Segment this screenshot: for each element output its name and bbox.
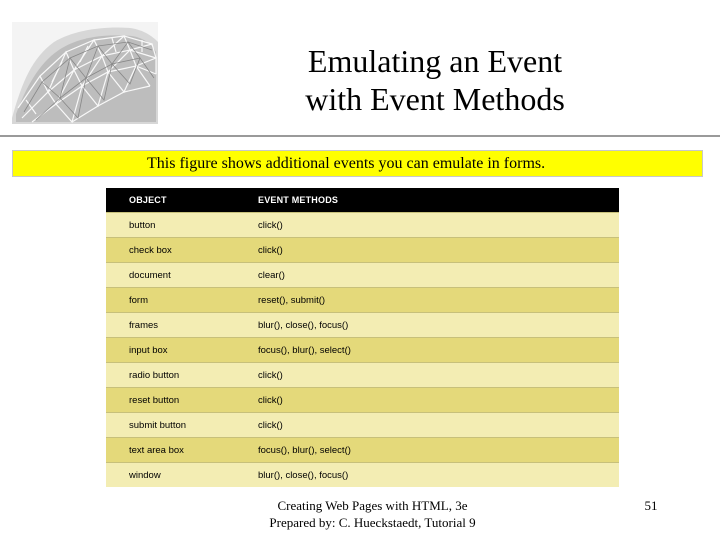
cell-object: input box — [106, 338, 254, 363]
cell-methods: click() — [254, 213, 619, 238]
cell-methods: focus(), blur(), select() — [254, 338, 619, 363]
slide-title-line-1: Emulating an Event — [307, 43, 563, 79]
table-row — [106, 388, 619, 413]
footer-line-1: Creating Web Pages with HTML, 3e — [277, 498, 468, 513]
cell-methods: blur(), close(), focus() — [254, 313, 619, 338]
cell-methods: blur(), close(), focus() — [254, 463, 619, 488]
cell-methods: click() — [254, 413, 619, 438]
table-row — [106, 213, 619, 238]
table-header-row — [106, 188, 619, 213]
cell-methods: focus(), blur(), select() — [254, 438, 619, 463]
table-row — [106, 238, 619, 263]
footer-line-2: Prepared by: C. Hueckstaedt, Tutorial 9 — [269, 515, 476, 530]
logo-image — [12, 22, 158, 124]
slide-title — [260, 42, 610, 118]
table-row — [106, 313, 619, 338]
table-row — [106, 338, 619, 363]
table-row — [106, 463, 619, 488]
cell-object: submit button — [106, 413, 254, 438]
cell-object: reset button — [106, 388, 254, 413]
figure-caption: This figure shows additional events you can emulate in forms. — [12, 150, 703, 177]
cell-methods: click() — [254, 363, 619, 388]
cell-methods: reset(), submit() — [254, 288, 619, 313]
event-methods-table — [106, 188, 619, 487]
header-event-methods: EVENT METHODS — [254, 188, 619, 213]
table-row — [106, 413, 619, 438]
page-number: 51 — [644, 498, 658, 513]
cell-object: window — [106, 463, 254, 488]
cell-methods: click() — [254, 388, 619, 413]
title-divider — [0, 135, 720, 137]
cell-object: document — [106, 263, 254, 288]
header-object: OBJECT — [106, 188, 254, 213]
slide-footer — [240, 497, 505, 531]
cell-object: text area box — [106, 438, 254, 463]
cell-object: form — [106, 288, 254, 313]
cell-object: radio button — [106, 363, 254, 388]
table-row — [106, 363, 619, 388]
cell-object: button — [106, 213, 254, 238]
cell-object: check box — [106, 238, 254, 263]
table-row — [106, 263, 619, 288]
cell-object: frames — [106, 313, 254, 338]
slide-title-line-2: with Event Methods — [305, 81, 565, 117]
geodesic-structure-icon — [12, 22, 158, 124]
table-row — [106, 288, 619, 313]
table-row — [106, 438, 619, 463]
cell-methods: clear() — [254, 263, 619, 288]
cell-methods: click() — [254, 238, 619, 263]
